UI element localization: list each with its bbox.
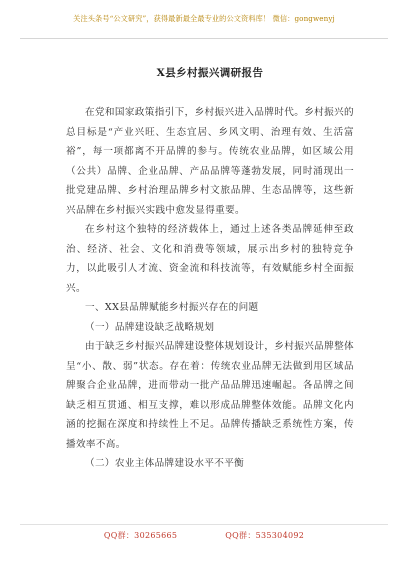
subsection-2-heading: （二）农业主体品牌建设水平不平衡 bbox=[85, 458, 245, 469]
intro-paragraph-2: 在乡村这个独特的经济载体上，通过上述各类品牌延伸至政治、经济、社会、文化和消费等领域，展示出乡村的独特竞争力，以此吸引人才流、资金流和科技流等，有效赋能乡村全面振兴。 bbox=[66, 224, 354, 294]
document-title: X县乡村振兴调研报告 bbox=[156, 67, 264, 79]
page-header-banner bbox=[0, 0, 408, 38]
footer-qq-group-1: QQ群：30265665 bbox=[103, 531, 178, 540]
header-divider bbox=[20, 38, 388, 39]
page-footer bbox=[0, 530, 408, 541]
subsection-1-heading: （一）品牌建设缺乏战略规划 bbox=[85, 321, 215, 333]
section-1-heading: 一、XX县品牌赋能乡村振兴存在的问题 bbox=[85, 302, 259, 313]
subsection-1-paragraph: 由于缺乏乡村振兴品牌建设整体规划设计，乡村振兴品牌整体呈“小、散、弱”状态。存在着：传统农业品牌无法做到用区域品牌聚合企业品牌，进而带动一批产品品牌迅速崛起。各品牌之间缺乏相互贯通、相互支撑，难以形成品牌整体效能。品牌文化内涵的挖掘在深度和持续性上不足。品牌传播缺乏系统性方案，传播效率不高。 bbox=[66, 341, 354, 450]
footer-qq-group-2: QQ群：535304092 bbox=[225, 531, 305, 540]
footer-divider bbox=[20, 524, 388, 525]
header-banner-text: 关注头条号“公文研究”，获得最新最全最专业的公文资料库！ 微信：gongwenyj bbox=[73, 14, 335, 23]
intro-paragraph-1: 在党和国家政策指引下，乡村振兴进入品牌时代。乡村振兴的总目标是“产业兴旺、生态宜居、乡风文明、治理有效、生活富裕”，每一项都离不开品牌的参与。传统农业品牌，如区域公用（公共）品牌、企业品牌、产品品牌等蓬勃发展，同时涌现出一批党建品牌、乡村治理品牌乡村文旅品牌、生态品牌等，这些新兴品牌在乡村振兴实践中愈发显得重要。 bbox=[66, 107, 354, 216]
document-body bbox=[66, 60, 354, 474]
